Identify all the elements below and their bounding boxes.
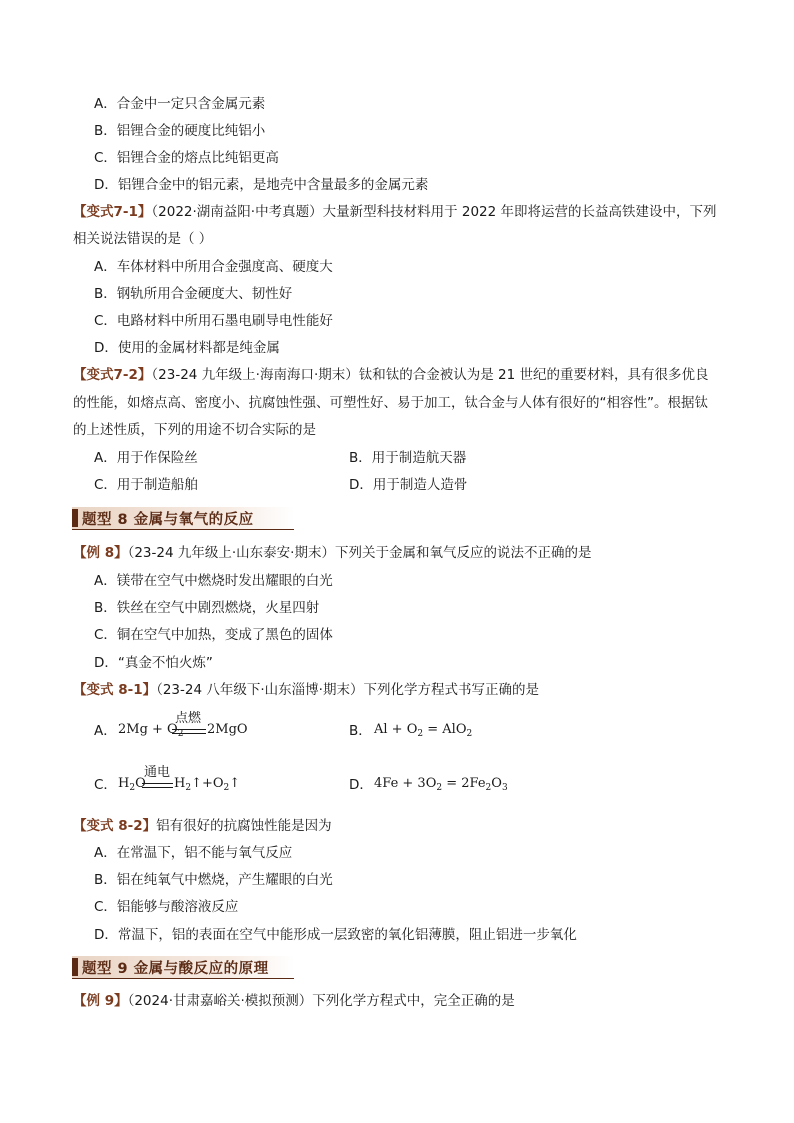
variant-7-2-stem-line3: 的上述性质，下列的用途不切合实际的是 xyxy=(73,422,316,438)
variant-8-1-stem xyxy=(73,681,539,699)
variant-8-1-option-c-label: C． xyxy=(94,777,117,793)
variant-8-1-option-b-label: B． xyxy=(349,723,372,739)
equation-c-reactant: $H_2O$ xyxy=(118,776,146,793)
variant-7-1-text1: （2022·湖南益阳·中考真题）大量新型科技材料用于 2022 年即将运营的长益高铁建设中，下列 xyxy=(151,204,717,220)
example-9-tag: 【例 9】 xyxy=(73,993,128,1009)
heading-8-text: 题型 8 金属与氧气的反应 xyxy=(82,512,254,528)
equation-b: $Al + O_2 = AlO_2$ xyxy=(374,722,473,739)
q7-option-a: A．合金中一定只含金属元素 xyxy=(94,96,266,112)
heading-accent-bar xyxy=(72,509,78,527)
heading-underline xyxy=(72,529,294,530)
variant-8-2-tag: 【变式 8-2】 xyxy=(73,818,157,834)
variant-8-1-option-a-label: A． xyxy=(94,723,117,739)
heading-accent-bar xyxy=(72,958,78,976)
example-8-option-d: D．“真金不怕火炼” xyxy=(94,655,213,671)
variant-7-1-option-c: C．电路材料中所用石墨电刷导电性能好 xyxy=(94,313,333,329)
variant-7-2-text1: （23-24 九年级上·海南海口·期末）钛和钛的合金被认为是 21 世纪的重要材料，具有很多优良 xyxy=(151,367,709,383)
variant-7-2-option-d: D．用于制造人造骨 xyxy=(349,477,468,493)
variant-7-1-option-a: A．车体材料中所用合金强度高、硬度大 xyxy=(94,259,333,275)
variant-7-1-option-d: D．使用的金属材料都是纯金属 xyxy=(94,340,280,356)
condition-ignite-label: 点燃 xyxy=(175,711,202,726)
variant-7-1-option-b: B．钢轨所用合金硬度大、韧性好 xyxy=(94,286,293,302)
variant-8-2-text: 铝有很好的抗腐蚀性能是因为 xyxy=(156,818,332,834)
variant-8-1-tag: 【变式 8-1】 xyxy=(73,682,157,698)
example-9-text: （2024·甘肃嘉峪关·模拟预测）下列化学方程式中，完全正确的是 xyxy=(127,993,515,1009)
example-8-option-c: C．铜在空气中加热，变成了黑色的固体 xyxy=(94,627,333,643)
variant-8-2-option-c: C．铝能够与酸溶液反应 xyxy=(94,899,239,915)
example-8-tag: 【例 8】 xyxy=(73,545,128,561)
example-8-option-b: B．铁丝在空气中剧烈燃烧，火星四射 xyxy=(94,600,320,616)
heading-underline xyxy=(72,978,294,979)
q7-option-d: D．铝锂合金中的铝元素，是地壳中含量最多的金属元素 xyxy=(94,177,429,193)
equation-d: $4Fe + 3O_2 = 2Fe_2O_3$ xyxy=(374,776,508,793)
variant-8-2-stem xyxy=(73,817,332,835)
equation-a-product: 2MgO xyxy=(207,722,248,737)
variant-7-2-tag: 【变式7-2】 xyxy=(73,367,152,383)
heading-9-text: 题型 9 金属与酸反应的原理 xyxy=(82,961,269,977)
variant-7-2-stem-line2: 的性能，如熔点高、密度小、抗腐蚀性强、可塑性好、易于加工，钛合金与人体有很好的“相容性”。根据钛 xyxy=(73,395,708,411)
equation-c-double-line xyxy=(142,783,173,788)
variant-7-2-option-c: C．用于制造船舶 xyxy=(94,477,198,493)
variant-7-2-option-b: B．用于制造航天器 xyxy=(349,450,467,466)
variant-8-1-text: （23-24 八年级下·山东淄博·期末）下列化学方程式书写正确的是 xyxy=(156,682,539,698)
equation-a-double-line xyxy=(172,729,206,734)
equation-a-reactants: $2Mg + O_2$ xyxy=(118,722,184,739)
example-9-stem xyxy=(73,992,515,1010)
variant-8-2-option-b: B．铝在纯氧气中燃烧，产生耀眼的白光 xyxy=(94,872,333,888)
variant-8-1-option-d-label: D． xyxy=(349,777,373,793)
equation-c-products: $H_2↑+O_2↑$ xyxy=(174,776,241,793)
q7-option-c: C．铝锂合金的熔点比纯铝更高 xyxy=(94,150,279,166)
condition-electrolysis-label: 通电 xyxy=(144,765,171,780)
example-8-stem xyxy=(73,544,591,562)
variant-7-1-tag: 【变式7-1】 xyxy=(73,204,152,220)
variant-7-1-stem-line1 xyxy=(73,203,717,221)
example-8-option-a: A．镁带在空气中燃烧时发出耀眼的白光 xyxy=(94,573,333,589)
example-8-text: （23-24 九年级上·山东泰安·期末）下列关于金属和氧气反应的说法不正确的是 xyxy=(127,545,592,561)
variant-8-2-option-a: A．在常温下，铝不能与氧气反应 xyxy=(94,845,293,861)
variant-7-2-stem-line1 xyxy=(73,366,709,384)
q7-option-b: B．铝锂合金的硬度比纯铝小 xyxy=(94,123,266,139)
variant-7-1-stem-line2: 相关说法错误的是（ ） xyxy=(73,231,213,247)
variant-8-2-option-d: D．常温下，铝的表面在空气中能形成一层致密的氧化铝薄膜，阻止铝进一步氧化 xyxy=(94,927,577,943)
variant-7-2-option-a: A．用于作保险丝 xyxy=(94,450,198,466)
